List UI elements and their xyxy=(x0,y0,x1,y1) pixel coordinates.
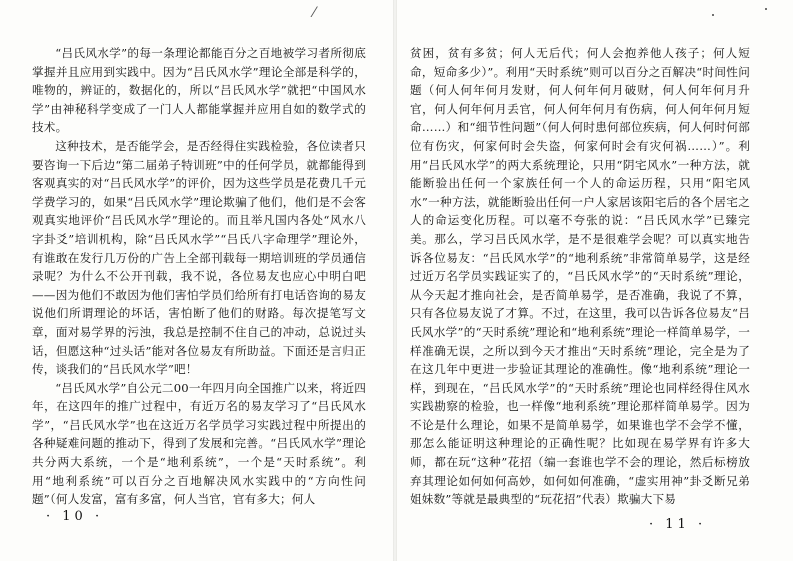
scan-speck xyxy=(765,8,767,10)
left-page-text xyxy=(32,44,366,506)
scan-speck xyxy=(712,14,714,16)
paragraph: 贫困，贫有多贫；何人无后代；何人会抱养他人孩子；何人短命，短命多少）”。利用“天时系统”则可以百分之百解决“时间性问题（何人何年何月发财，何人何年何月破财，何人何年何月升官，何人何年何月丢官，何人何年何月有伤病，何人何年何月短命……）和“细节性问题”（何人何时患何部位疾病，何人何时何部位有伤灾，何家何时会失盗，何家何时会有灾何祸……）”。利用“吕氏风水学”的两大系统理论，只用“阴宅风水”一种方法，就能断验出任何一个家族任何一个人的命运历程，只用“阳宅风水”一种方法，就能断验出任何一户人家居该阳宅后的各个居宅之人的命运变化历程。可以毫不夸张的说：“吕氏风水学”已臻完美。那么，学习吕氏风水学，是不是很难学会呢？可以真实地告诉各位易友：“吕氏风水学”的“地利系统”非常简单易学，这是经过近万名学员实践证实了的，“吕氏风水学”的“天时系统”理论，从今天起才推向社会，是否简单易学，是否准确，我说了不算，只有各位易友说了才算。不过，在这里，我可以告诉各位易友“吕氏风水学”的“天时系统”理论和“地利系统”理论一样简单易学，一样准确无误，之所以到今天才推出“天时系统”理论，完全是为了在这几年中更进一步验证其理论的准确性。像“地利系统”理论一样，到现在，“吕氏风水学”的“天时系统”理论也同样经得住风水实践勘察的检验，也一样像“地利系统”理论那样简单易学。因为不论是什么理论，如果不是简单易学，如果谁也学不会学不懂，那怎么能证明这种理论的正确性呢？比如现在易学界有许多大师，都在玩“这种”花招（编一套谁也学不会的理论，然后标榜放弃其理论如何如何高妙，如何如何准确，“虚实用神”卦爻断兄弟姐妹数”等就是最典型的“玩花招”代表）欺骗大下易 xyxy=(410,46,750,507)
page-number: · 11 · xyxy=(649,517,707,532)
page-number: · 10 · xyxy=(46,509,104,524)
scan-mark: ⁄ xyxy=(313,5,316,21)
paragraph: 这种技术，是否能学会，是否经得住实践检验，各位读者只要咨询一下后边“第二届弟子特训班”中的任何学员，就都能得到客观真实的对“吕氏风水学”的评价，因为这些学员是花费几千元学费学习的，如果“吕氏风水学”理论欺骗了他们，他们是不会客观真实地评价“吕氏风水学”理论的。而且举凡国内各处“风水八字卦爻”培训机构，除“吕氏风水学”“吕氏八字命理学”理论外，有谁敢在发行几万份的广告上全部刊载每一期培训班的学员通信录呢？为什么不公开刊载，我不说，各位易友也应心中明白吧——因为他们不敢因为他们害怕学员们给所有打电话咨询的易友说他们所谓理论的坏话，害怕断了他们的财路。每次提笔写文章，面对易学界的污浊，我总是控制不住自己的冲动，总说过头话，但愿这种“过头话”能对各位易友有所助益。下面还是言归正传，谈我们的“吕氏风水学”吧！ xyxy=(32,138,366,377)
right-page xyxy=(396,0,793,561)
right-page-text xyxy=(410,44,750,512)
left-page xyxy=(0,0,396,561)
paragraph: “吕氏风水学”自公元二00一年四月向全国推广以来，将近四年，在这四年的推广过程中，有近万名的易友学习了“吕氏风水学”，“吕氏风水学”也在这近万名学员学习实践过程中所提出的各种疑难问题的推动下，得到了发展和完善。“吕氏风水学”理论共分两大系统，一个是“地利系统”，一个是“天时系统”。利用“地利系统”可以百分之百地解决风水实践中的“方向性问题”（何人发富，富有多富，何人当官，官有多大；何人 xyxy=(32,380,366,506)
paragraph: “吕氏风水学”的每一条理论都能百分之百地被学习者所彻底掌握并且应用到实践中。因为“吕氏风水学”理论全部是科学的，唯物的，辨证的，数据化的，所以“吕氏风水学”就把“中国风水学”由神秘科学变成了一门人人都能掌握并应用自如的数学式的技术。 xyxy=(32,46,366,135)
